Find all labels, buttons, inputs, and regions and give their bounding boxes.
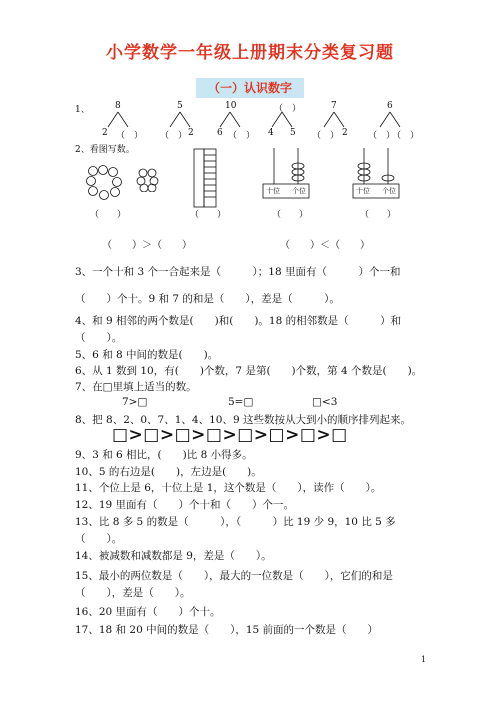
tree-left: （ ） [368, 131, 396, 141]
abacus-ones-label: 个位 [292, 187, 306, 195]
compare-greater: （ ）＞（ ） [102, 240, 192, 251]
circles-group-icon [85, 165, 125, 201]
tree-right: （ ） [392, 131, 420, 141]
question-line: 5、6 和 8 中间的数是( )。 [75, 349, 219, 361]
tree-right: 2 [342, 128, 348, 138]
tree-top: 10 [225, 101, 237, 111]
tree-left: 4 [268, 128, 274, 138]
question-line: （ ）。 [75, 533, 123, 545]
question-line: 11、个位上是 6，十位上是 1，这个数是（ ），读作（ ）。 [75, 482, 382, 494]
q2-blank: （ ） [272, 210, 309, 220]
tree-left: （ ） [160, 131, 188, 141]
page-title: 小学数学一年级上册期末分类复习题 [106, 43, 394, 63]
tree-right: 2 [188, 128, 194, 138]
question-line: 12、19 里面有（ ）个十和（ ）个一。 [75, 499, 295, 511]
abacus-ones-label: 个位 [382, 187, 396, 195]
q2-blank: （ ） [360, 210, 397, 220]
tree-right: （ ） [228, 131, 256, 141]
q2-blank: （ ） [190, 210, 227, 220]
q2-blank: （ ） [90, 210, 127, 220]
question-line: 7、在□里填上适当的数。 [75, 381, 197, 393]
question-line: 15、最小的两位数是（ ），最大的一位数是（ ），它们的和是 [75, 570, 393, 582]
tree-left: 2 [102, 128, 108, 138]
question-line: 16、20 里面有（ ）个十。 [75, 606, 221, 618]
abacus-tens-label: 十位 [266, 187, 280, 195]
tree-top: 8 [115, 101, 121, 111]
abacus-tens-label: 十位 [356, 187, 370, 195]
section-heading: （一）认识数字 [196, 78, 304, 98]
question-line: 8、把 8、2、0、7、1、4、10、9 这些数按从大到小的顺序排列起来。 [75, 414, 411, 426]
question-line: 17、18 和 20 中间的数是（ ），15 前面的一个数是（ ） [75, 624, 379, 636]
tree-left: （ ） [312, 131, 340, 141]
tree-top: 7 [331, 101, 337, 111]
question-line: 14、被减数和减数都是 9，差是（ ）。 [75, 550, 272, 562]
stacked-blocks-icon [193, 148, 221, 208]
question-line: 10、5 的右边是( )，左边是( )。 [75, 466, 262, 478]
question-line: 13、比 8 多 5 的数是（ ），（ ）比 19 少 9，10 比 5 多 [75, 516, 396, 528]
q1-label: 1、 [75, 105, 90, 115]
tree-left: 6 [217, 128, 223, 138]
question-line: （ ），差是（ ）。 [75, 587, 191, 599]
question-line: 4、和 9 相邻的两个数是( )和( )。18 的相邻数是（ ）和 [75, 315, 402, 327]
q7-item: 5=□ [228, 396, 254, 408]
question-line: 6、从 1 数到 10，有( )个数，7 是第( )个数，第 4 个数是( )。 [75, 365, 423, 377]
compare-less: （ ）＜（ ） [280, 240, 370, 251]
question-line: 9、3 和 6 相比，( )比 8 小得多。 [75, 449, 253, 461]
question-line: （ ）。 [75, 332, 123, 344]
page-number: 1 [421, 655, 427, 664]
question-line: 3、一个十和 3 个一合起来是（ ）；18 里面有（ ）个一和 [75, 266, 401, 278]
tree-right: 5 [290, 128, 296, 138]
tree-top: 6 [387, 101, 393, 111]
q7-item: □<3 [312, 396, 338, 408]
tree-right: （ ） [116, 131, 144, 141]
q7-item: 7>□ [122, 396, 148, 408]
tree-top: （ ） [274, 104, 302, 114]
q8-sequence: □>□>□>□>□>□>□>□ [112, 425, 348, 445]
tree-top: 5 [177, 101, 183, 111]
q2-label: 2、看图写数。 [75, 145, 135, 155]
circles-group-icon [136, 168, 160, 192]
question-line: （ ）个十。9 和 7 的和是（ ），差是（ ）。 [75, 293, 340, 305]
